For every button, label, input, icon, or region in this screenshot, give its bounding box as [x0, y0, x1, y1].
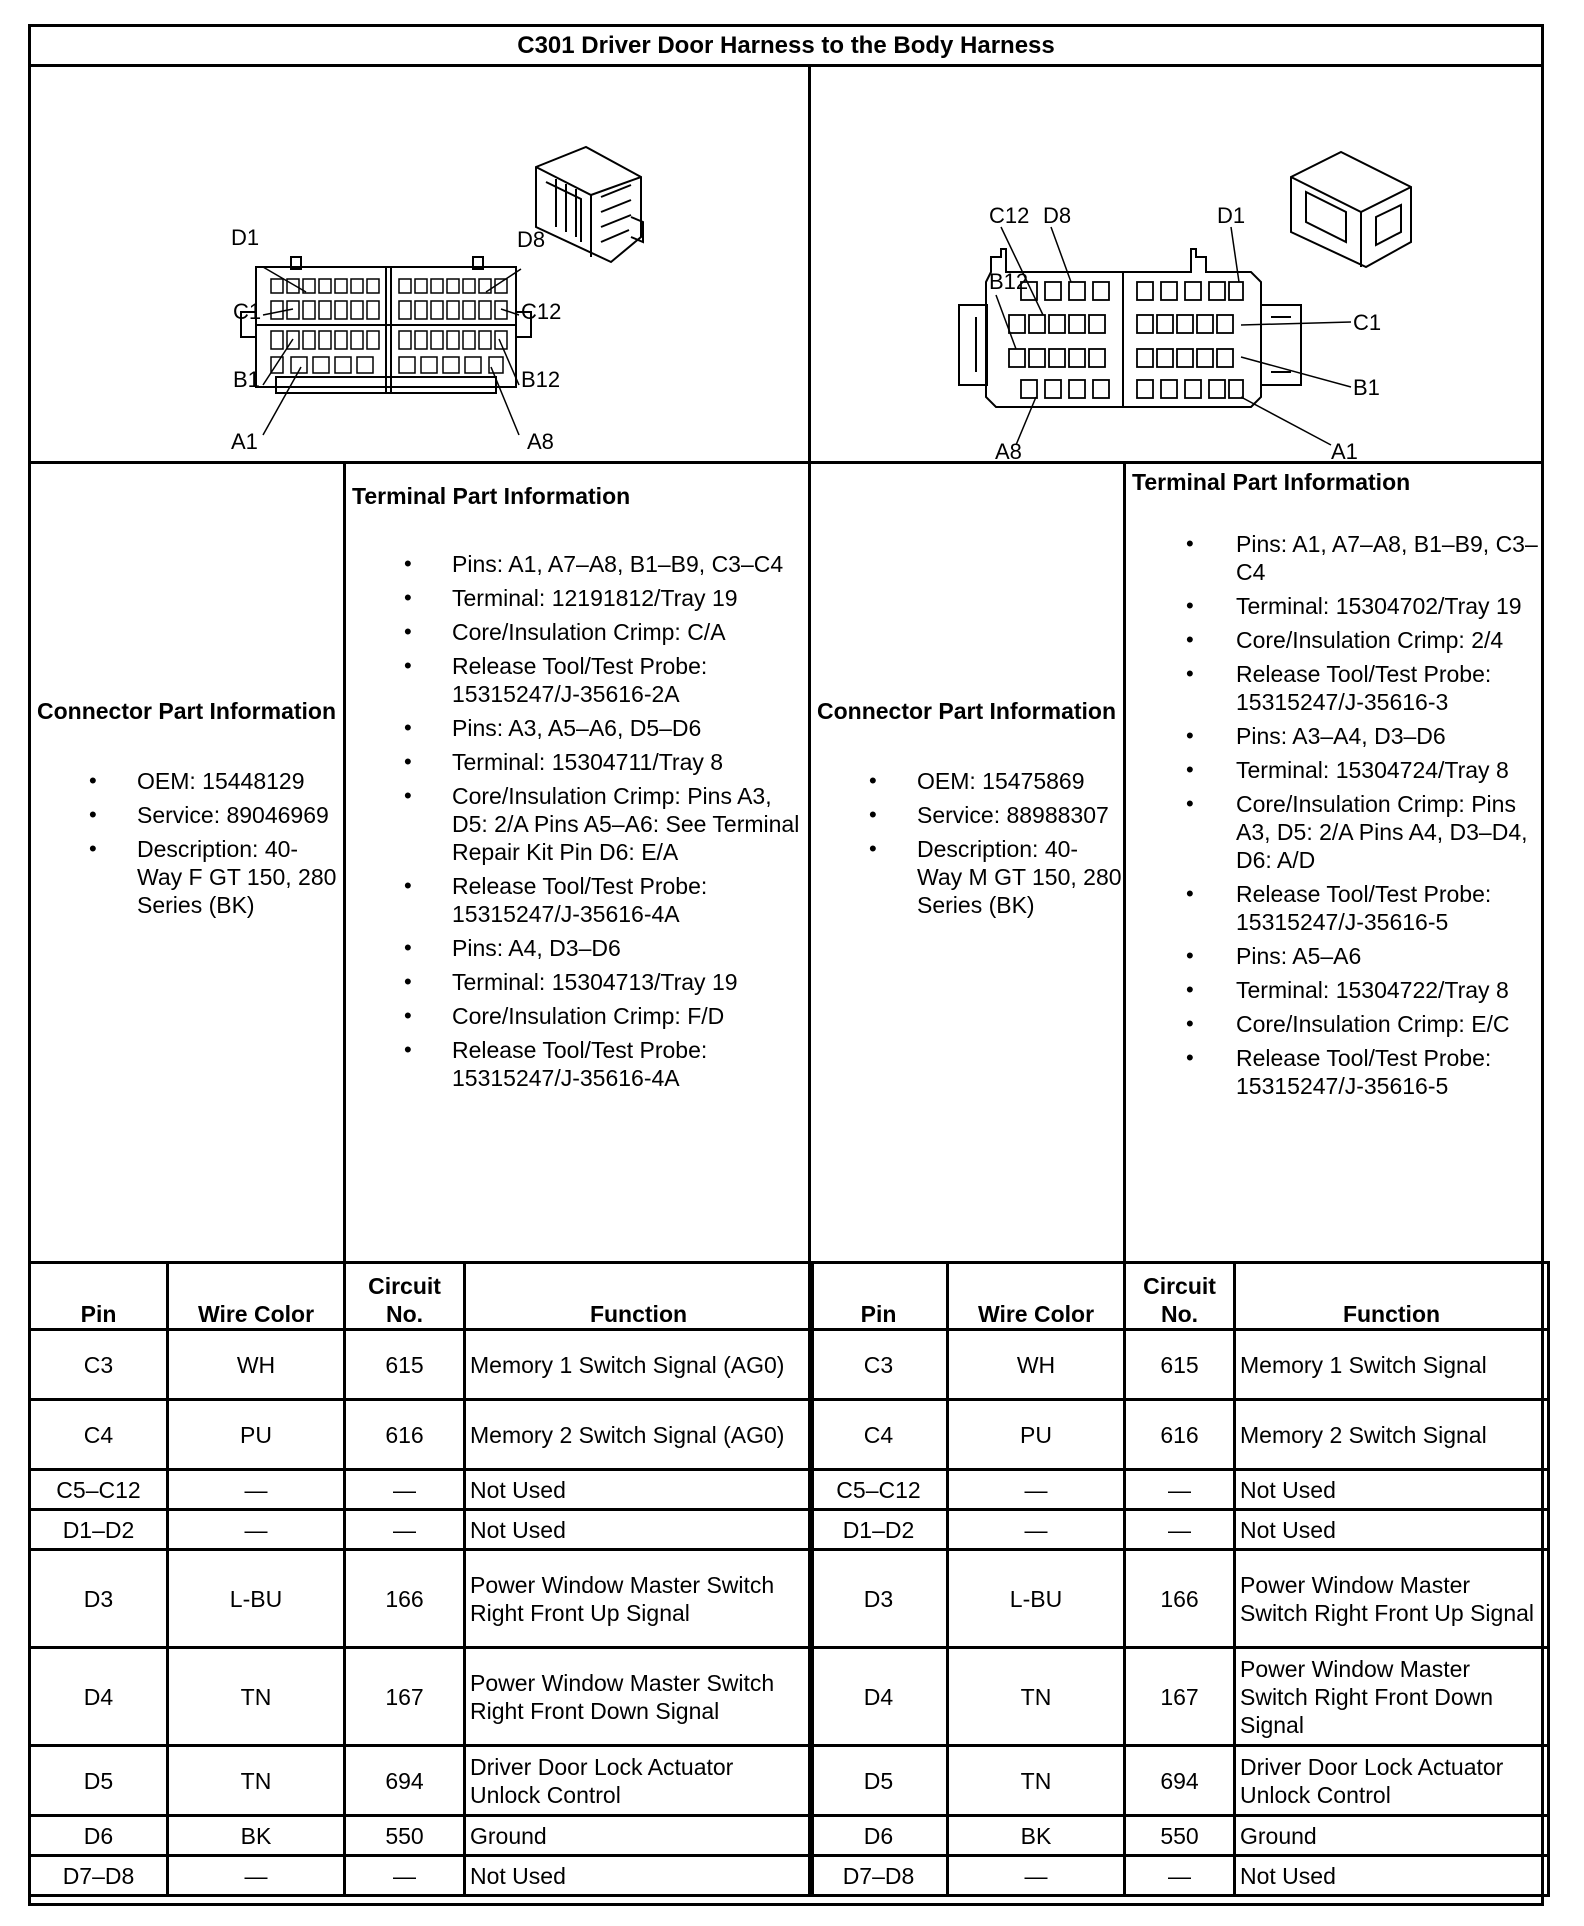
col-header-wire-color: Wire Color	[948, 1263, 1125, 1330]
callout-b1: B1	[233, 367, 260, 392]
list-item: • Core/Insulation Crimp: C/A	[352, 618, 804, 646]
cell-pin: D6	[810, 1816, 948, 1856]
left-terminal-group-2	[352, 714, 804, 928]
table-row	[810, 1400, 1549, 1470]
col-header-circuit: Circuit No.	[345, 1263, 465, 1330]
list-item: • Terminal: 15304724/Tray 8	[1132, 756, 1540, 784]
callout-c1: C1	[233, 299, 262, 324]
cell-wire-color: —	[948, 1470, 1125, 1510]
cell-circuit: —	[1125, 1856, 1235, 1896]
cell-pin: D7–D8	[30, 1856, 168, 1896]
cell-function: Not Used	[1235, 1856, 1549, 1896]
cell-pin: D3	[810, 1550, 948, 1648]
right-connector-list	[817, 767, 1123, 919]
left-terminal-info	[346, 464, 808, 1098]
table-row	[30, 1330, 813, 1400]
callout-c1: C1	[1353, 310, 1382, 335]
connector-sheet	[28, 24, 1544, 1906]
cell-circuit: 167	[1125, 1648, 1235, 1746]
cell-circuit: 550	[1125, 1816, 1235, 1856]
left-connector-service: • Service: 89046969	[37, 801, 343, 829]
col-header-function: Function	[465, 1263, 813, 1330]
list-item: • Release Tool/Test Probe: 15315247/J-35616-5	[1132, 880, 1540, 936]
callout-d8: D8	[517, 227, 546, 252]
table-row	[30, 1648, 813, 1746]
cell-pin: D1–D2	[30, 1510, 168, 1550]
right-connector-heading: Connector Part Information	[817, 698, 1117, 724]
left-connector-description: • Description: 40-Way F GT 150, 280 Series (BK)	[37, 835, 343, 919]
callout-a1: A1	[1331, 439, 1358, 461]
cell-circuit: —	[1125, 1510, 1235, 1550]
cell-function: Not Used	[465, 1856, 813, 1896]
col-header-pin: Pin	[30, 1263, 168, 1330]
list-item: • Terminal: 12191812/Tray 19	[352, 584, 804, 612]
cell-wire-color: TN	[948, 1746, 1125, 1816]
left-connector-info	[31, 464, 346, 1261]
list-item: • Pins: A5–A6	[1132, 942, 1540, 970]
table-row	[810, 1330, 1549, 1400]
cell-wire-color: BK	[948, 1816, 1125, 1856]
cell-pin: D4	[30, 1648, 168, 1746]
table-row	[30, 1856, 813, 1896]
cell-circuit: —	[1125, 1470, 1235, 1510]
callout-a8: A8	[995, 439, 1022, 461]
right-connector-service: • Service: 88988307	[817, 801, 1123, 829]
cell-wire-color: PU	[168, 1400, 345, 1470]
right-terminal-group-3	[1132, 942, 1540, 1100]
table-row	[810, 1746, 1549, 1816]
cell-circuit: —	[345, 1856, 465, 1896]
left-connector-diagram	[31, 67, 808, 464]
cell-pin: D6	[30, 1816, 168, 1856]
right-connector-oem: • OEM: 15475869	[817, 767, 1123, 795]
right-terminal-info	[1126, 464, 1544, 1106]
right-part-info	[811, 464, 1544, 1264]
table-row	[30, 1510, 813, 1550]
callout-c12: C12	[521, 299, 562, 324]
cell-function: Not Used	[1235, 1510, 1549, 1550]
list-item: • Core/Insulation Crimp: E/C	[1132, 1010, 1540, 1038]
cell-wire-color: —	[948, 1510, 1125, 1550]
cell-function: Not Used	[465, 1470, 813, 1510]
list-item: • Pins: A1, A7–A8, B1–B9, C3–C4	[352, 550, 804, 578]
list-item: • Core/Insulation Crimp: Pins A3, D5: 2/A Pins A5–A6: See Terminal Repair Kit Pin D6: E/A	[352, 782, 804, 866]
table-row	[810, 1856, 1549, 1896]
callout-c12: C12	[989, 203, 1030, 228]
cell-function: Not Used	[1235, 1470, 1549, 1510]
left-terminal-heading: Terminal Part Information	[352, 483, 631, 509]
table-row	[30, 1400, 813, 1470]
table-row	[30, 1746, 813, 1816]
table-row	[810, 1816, 1549, 1856]
list-item: • Pins: A1, A7–A8, B1–B9, C3–C4	[1132, 530, 1540, 586]
list-item: • Pins: A3, A5–A6, D5–D6	[352, 714, 804, 742]
cell-pin: C5–C12	[30, 1470, 168, 1510]
cell-pin: D5	[810, 1746, 948, 1816]
list-item: • Terminal: 15304711/Tray 8	[352, 748, 804, 776]
callout-d1: D1	[1217, 203, 1246, 228]
cell-circuit: 694	[345, 1746, 465, 1816]
cell-wire-color: BK	[168, 1816, 345, 1856]
cell-function: Ground	[465, 1816, 813, 1856]
cell-function: Memory 2 Switch Signal (AG0)	[465, 1400, 813, 1470]
cell-wire-color: —	[948, 1856, 1125, 1896]
callout-b12: B12	[521, 367, 561, 392]
cell-wire-color: L-BU	[168, 1550, 345, 1648]
right-terminal-group-1	[1132, 530, 1540, 716]
left-connector-heading: Connector Part Information	[37, 698, 337, 724]
page-title: C301 Driver Door Harness to the Body Harness	[31, 27, 1541, 67]
cell-circuit: —	[345, 1510, 465, 1550]
cell-pin: C4	[810, 1400, 948, 1470]
table-row	[30, 1550, 813, 1648]
cell-wire-color: TN	[168, 1746, 345, 1816]
col-header-pin: Pin	[810, 1263, 948, 1330]
cell-circuit: 166	[1125, 1550, 1235, 1648]
cell-circuit: 615	[1125, 1330, 1235, 1400]
cell-wire-color: —	[168, 1470, 345, 1510]
cell-wire-color: PU	[948, 1400, 1125, 1470]
cell-wire-color: L-BU	[948, 1550, 1125, 1648]
list-item: • Release Tool/Test Probe: 15315247/J-35616-2A	[352, 652, 804, 708]
cell-circuit: 166	[345, 1550, 465, 1648]
list-item: • Terminal: 15304722/Tray 8	[1132, 976, 1540, 1004]
left-pin-table	[28, 1261, 814, 1897]
list-item: • Release Tool/Test Probe: 15315247/J-35616-3	[1132, 660, 1540, 716]
table-row	[810, 1510, 1549, 1550]
table-row	[810, 1550, 1549, 1648]
cell-function: Power Window Master Switch Right Front Down Signal	[465, 1648, 813, 1746]
table-row	[30, 1816, 813, 1856]
cell-circuit: 694	[1125, 1746, 1235, 1816]
list-item: • Release Tool/Test Probe: 15315247/J-35616-5	[1132, 1044, 1540, 1100]
cell-function: Driver Door Lock Actuator Unlock Control	[1235, 1746, 1549, 1816]
cell-wire-color: —	[168, 1510, 345, 1550]
right-connector-description: • Description: 40-Way M GT 150, 280 Series (BK)	[817, 835, 1123, 919]
list-item: • Core/Insulation Crimp: F/D	[352, 1002, 804, 1030]
cell-circuit: 550	[345, 1816, 465, 1856]
cell-circuit: 616	[1125, 1400, 1235, 1470]
callout-b12: B12	[989, 269, 1029, 294]
cell-wire-color: WH	[948, 1330, 1125, 1400]
right-terminal-group-2	[1132, 722, 1540, 936]
left-terminal-group-1	[352, 550, 804, 708]
cell-circuit: 167	[345, 1648, 465, 1746]
cell-pin: C4	[30, 1400, 168, 1470]
cell-circuit: 616	[345, 1400, 465, 1470]
col-header-circuit: Circuit No.	[1125, 1263, 1235, 1330]
col-header-function: Function	[1235, 1263, 1549, 1330]
cell-function: Power Window Master Switch Right Front Down Signal	[1235, 1648, 1549, 1746]
male-connector-drawing	[811, 67, 1544, 461]
left-connector-list	[37, 767, 343, 919]
cell-function: Memory 2 Switch Signal	[1235, 1400, 1549, 1470]
left-terminal-group-3	[352, 934, 804, 1092]
list-item: • Terminal: 15304702/Tray 19	[1132, 592, 1540, 620]
callout-a1: A1	[231, 429, 258, 454]
right-connector-diagram	[811, 67, 1544, 464]
cell-function: Power Window Master Switch Right Front Up Signal	[1235, 1550, 1549, 1648]
list-item: • Terminal: 15304713/Tray 19	[352, 968, 804, 996]
callout-a8: A8	[527, 429, 554, 454]
cell-function: Ground	[1235, 1816, 1549, 1856]
right-pin-table	[808, 1261, 1550, 1897]
list-item: • Pins: A3–A4, D3–D6	[1132, 722, 1540, 750]
table-row	[810, 1470, 1549, 1510]
cell-pin: D4	[810, 1648, 948, 1746]
cell-function: Driver Door Lock Actuator Unlock Control	[465, 1746, 813, 1816]
list-item: • Core/Insulation Crimp: Pins A3, D5: 2/A Pins A4, D3–D4, D6: A/D	[1132, 790, 1540, 874]
col-header-wire-color: Wire Color	[168, 1263, 345, 1330]
cell-pin: C5–C12	[810, 1470, 948, 1510]
female-connector-drawing	[31, 67, 808, 461]
list-item: • Pins: A4, D3–D6	[352, 934, 804, 962]
cell-function: Power Window Master Switch Right Front Up Signal	[465, 1550, 813, 1648]
cell-pin: D7–D8	[810, 1856, 948, 1896]
list-item: • Release Tool/Test Probe: 15315247/J-35616-4A	[352, 1036, 804, 1092]
left-connector-oem: • OEM: 15448129	[37, 767, 343, 795]
cell-pin: C3	[30, 1330, 168, 1400]
cell-pin: C3	[810, 1330, 948, 1400]
cell-pin: D5	[30, 1746, 168, 1816]
cell-wire-color: TN	[168, 1648, 345, 1746]
table-row	[30, 1470, 813, 1510]
callout-d1: D1	[231, 225, 260, 250]
cell-wire-color: TN	[948, 1648, 1125, 1746]
callout-d8: D8	[1043, 203, 1072, 228]
table-row	[810, 1648, 1549, 1746]
cell-wire-color: WH	[168, 1330, 345, 1400]
right-terminal-heading: Terminal Part Information	[1132, 469, 1411, 495]
cell-pin: D1–D2	[810, 1510, 948, 1550]
cell-circuit: 615	[345, 1330, 465, 1400]
callout-b1: B1	[1353, 375, 1380, 400]
cell-wire-color: —	[168, 1856, 345, 1896]
cell-function: Not Used	[465, 1510, 813, 1550]
list-item: • Release Tool/Test Probe: 15315247/J-35616-4A	[352, 872, 804, 928]
cell-function: Memory 1 Switch Signal (AG0)	[465, 1330, 813, 1400]
cell-circuit: —	[345, 1470, 465, 1510]
cell-function: Memory 1 Switch Signal	[1235, 1330, 1549, 1400]
right-connector-info	[811, 464, 1126, 1261]
cell-pin: D3	[30, 1550, 168, 1648]
list-item: • Core/Insulation Crimp: 2/4	[1132, 626, 1540, 654]
left-part-info	[31, 464, 808, 1264]
